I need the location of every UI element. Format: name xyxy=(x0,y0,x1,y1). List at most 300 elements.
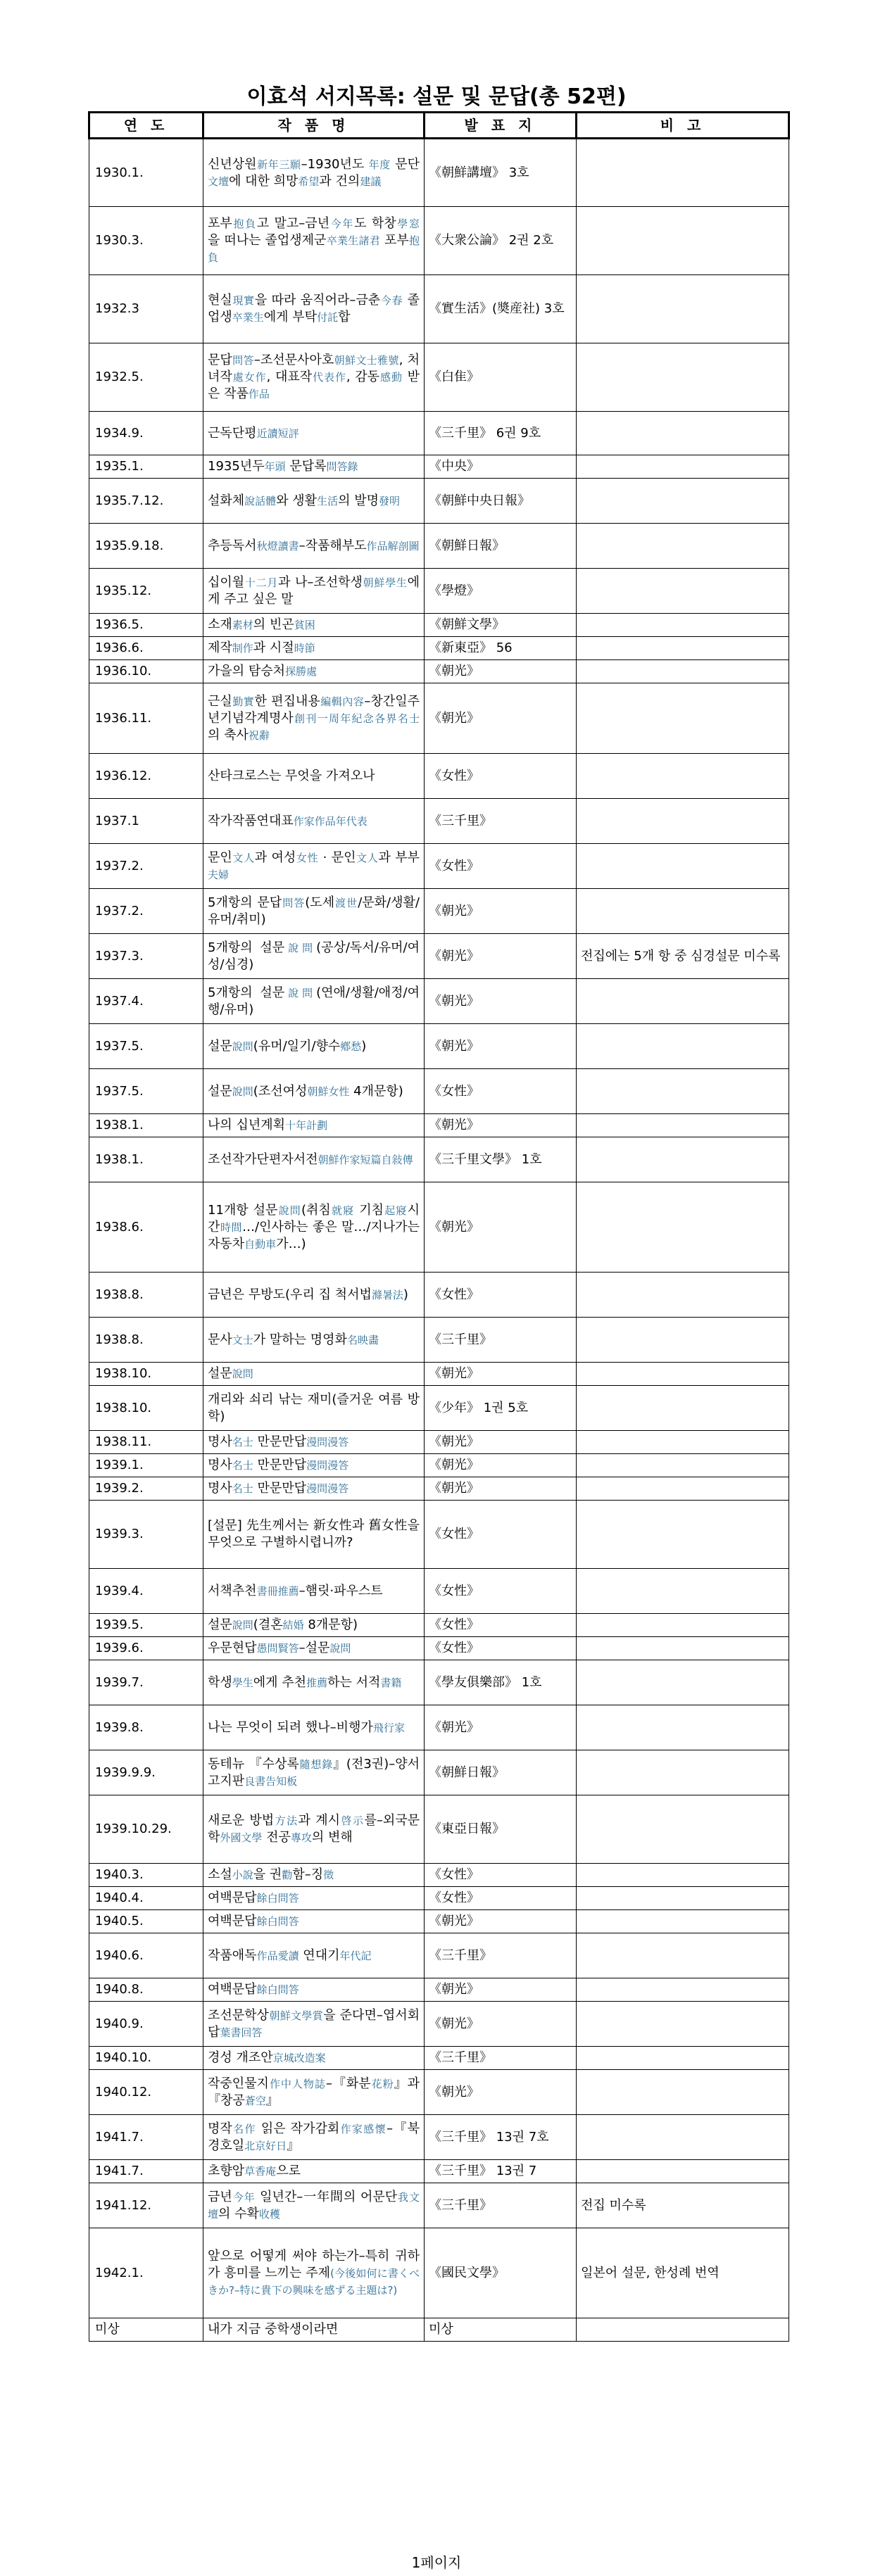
title-text: (취침 xyxy=(301,1202,331,1218)
cell-remarks xyxy=(577,524,789,569)
hanja-annotation: 自動車 xyxy=(244,1237,277,1251)
cell-publication: 《三千里》 13권 7호 xyxy=(425,2115,577,2160)
table-row xyxy=(89,2047,789,2070)
bibliography-table xyxy=(88,111,790,2342)
hanja-annotation: 專攻 xyxy=(290,1831,312,1844)
cell-remarks xyxy=(577,455,789,479)
cell-remarks xyxy=(577,754,789,799)
hanja-annotation: 朝鮮文士雅號 xyxy=(334,354,399,367)
hanja-annotation: 作家作品年代表 xyxy=(293,814,368,828)
title-text: 설문 xyxy=(208,1617,232,1632)
cell-title xyxy=(203,2070,425,2115)
cell-remarks xyxy=(577,1978,789,2002)
hanja-annotation: 今春 xyxy=(380,294,403,307)
table-row xyxy=(89,1363,789,1386)
page-number: 1페이지 xyxy=(411,2554,462,2571)
table-row xyxy=(89,412,789,455)
title-text: 5개항의 설문 xyxy=(208,940,285,955)
title-text: 』(전3권)–양서고지판 xyxy=(208,1756,420,1788)
cell-publication: 《三千里文學》 1호 xyxy=(425,1137,577,1182)
cell-remarks xyxy=(577,614,789,637)
cell-remarks xyxy=(577,1114,789,1137)
hanja-annotation: 愚問賢答 xyxy=(256,1642,299,1655)
cell-title xyxy=(203,1705,425,1750)
cell-year: 1938.11. xyxy=(89,1431,203,1454)
cell-remarks xyxy=(577,1477,789,1501)
title-text: (결혼 xyxy=(253,1617,283,1632)
hanja-annotation: 結婚 xyxy=(282,1619,304,1631)
hanja-annotation: 時間 xyxy=(220,1220,243,1234)
title-text: 소재 xyxy=(208,617,232,632)
hanja-annotation: 感動 xyxy=(379,371,403,384)
table-row xyxy=(89,1887,789,1910)
table-row xyxy=(89,889,789,934)
title-text: 설화체 xyxy=(208,493,245,508)
hanja-annotation: 卒業生諸君 xyxy=(326,234,380,247)
cell-remarks xyxy=(577,1454,789,1477)
title-text: 과 시절 xyxy=(253,640,294,655)
cell-remarks xyxy=(577,1069,789,1114)
title-text: 제작 xyxy=(208,640,232,655)
cell-publication: 《朝鮮中央日報》 xyxy=(425,479,577,524)
cell-title xyxy=(203,1182,425,1273)
title-text: 여백문답 xyxy=(208,1914,257,1928)
cell-title xyxy=(203,1273,425,1318)
hanja-annotation: 京城改造案 xyxy=(272,2052,326,2064)
cell-title xyxy=(203,1795,425,1864)
cell-remarks xyxy=(577,1501,789,1569)
cell-title xyxy=(203,207,425,275)
cell-title xyxy=(203,1454,425,1477)
cell-publication: 《國民文學》 xyxy=(425,2228,577,2318)
table-row xyxy=(89,1637,789,1660)
title-text: 졸업생 xyxy=(208,293,420,324)
cell-title xyxy=(203,139,425,207)
cell-title xyxy=(203,1114,425,1137)
cell-title xyxy=(203,1614,425,1637)
table-row xyxy=(89,614,789,637)
title-text: 을 준다면–엽서회답 xyxy=(208,2007,420,2040)
cell-remarks xyxy=(577,2047,789,2070)
cell-publication: 《東亞日報》 xyxy=(425,1795,577,1864)
title-text: 고 말고–금년 xyxy=(256,216,330,231)
cell-remarks xyxy=(577,844,789,889)
hanja-annotation: 滌暑法 xyxy=(371,1288,403,1301)
cell-remarks xyxy=(577,343,789,412)
hanja-annotation: 學窓 xyxy=(396,217,420,230)
table-row xyxy=(89,2002,789,2047)
hanja-annotation: 推薦 xyxy=(306,1676,328,1689)
table-row xyxy=(89,1705,789,1750)
cell-remarks xyxy=(577,1614,789,1637)
title-text: 에게 부탁 xyxy=(263,310,318,324)
cell-year: 1939.8. xyxy=(89,1705,203,1750)
cell-title xyxy=(203,1910,425,1933)
cell-year: 1940.6. xyxy=(89,1933,203,1978)
cell-publication: 《女性》 xyxy=(425,1864,577,1887)
title-text: (유머/일기/향수 xyxy=(253,1038,341,1054)
hanja-annotation: 文壇 xyxy=(208,175,230,188)
hanja-annotation: 年頭 xyxy=(264,460,286,473)
title-text: …/인사하는 좋은 말…/지나가는 자동차 xyxy=(208,1219,420,1251)
title-text: 조선작가단편자서전 xyxy=(208,1151,318,1167)
hanja-annotation: 說問 xyxy=(277,1204,301,1217)
cell-title xyxy=(203,1978,425,2002)
title-text: 만문만답 xyxy=(253,1434,307,1449)
hanja-annotation: 啓示 xyxy=(339,1814,365,1827)
hanja-annotation: 代表作 xyxy=(312,371,346,384)
cell-year: 1938.10. xyxy=(89,1363,203,1386)
hanja-annotation: 朝鮮學生 xyxy=(362,576,408,589)
hanja-annotation: 探勝處 xyxy=(285,665,318,678)
cell-publication: 《朝光》 xyxy=(425,1431,577,1454)
title-text: 서책추천 xyxy=(208,1583,257,1598)
cell-year: 1936.6. xyxy=(89,637,203,660)
hanja-annotation: 夫婦 xyxy=(208,868,230,881)
cell-remarks xyxy=(577,2115,789,2160)
title-text: 근실 xyxy=(208,693,232,709)
title-text: 우문현답 xyxy=(208,1641,257,1655)
hanja-annotation: 說問 xyxy=(232,1368,253,1380)
cell-publication: 《朝光》 xyxy=(425,1114,577,1137)
cell-publication: 《三千里》 xyxy=(425,2183,577,2228)
cell-publication: 《朝鮮文學》 xyxy=(425,614,577,637)
title-text: 나는 무엇이 되려 했나–비행가 xyxy=(208,1719,373,1735)
hanja-annotation: 年度 xyxy=(368,158,391,171)
table-row xyxy=(89,2183,789,2228)
title-text: 만문만답 xyxy=(253,1458,307,1472)
title-text: 을 따라 움직어라–금춘 xyxy=(254,293,381,308)
hanja-annotation: 作中人物誌 xyxy=(268,2077,326,2090)
hanja-annotation: 發明 xyxy=(378,494,400,507)
cell-remarks xyxy=(577,2318,789,2342)
cell-title xyxy=(203,1431,425,1454)
hanja-annotation: 建議 xyxy=(360,175,382,188)
cell-remarks xyxy=(577,479,789,524)
table-body xyxy=(89,139,789,2342)
hanja-annotation: 說問 xyxy=(232,1040,253,1053)
title-text: 를–외국문학 xyxy=(208,1813,420,1845)
hanja-annotation: 花粉 xyxy=(370,2077,394,2090)
hanja-annotation: 渡世 xyxy=(334,896,358,909)
cell-year: 1937.1 xyxy=(89,799,203,844)
title-text: 앞으로 어떻게 써야 하는가–특히 귀하가 흥미를 느끼는 주제 xyxy=(208,2248,420,2280)
cell-publication: 《新東亞》 56 xyxy=(425,637,577,660)
title-text: –『화분 xyxy=(325,2076,371,2091)
title-text: , 감동 xyxy=(346,370,380,384)
cell-year: 1937.3. xyxy=(89,934,203,979)
cell-year: 1939.5. xyxy=(89,1614,203,1637)
cell-year: 미상 xyxy=(89,2318,203,2342)
title-text: 을 권 xyxy=(253,1867,282,1882)
cell-year: 1937.2. xyxy=(89,889,203,934)
cell-publication: 《朝光》 xyxy=(425,1182,577,1273)
cell-publication: 《朝光》 xyxy=(425,683,577,754)
cell-publication: 《學燈》 xyxy=(425,569,577,614)
title-text: 명사 xyxy=(208,1434,232,1449)
hanja-annotation: 餘白問答 xyxy=(256,1915,299,1928)
cell-remarks xyxy=(577,1750,789,1795)
cell-year: 1937.5. xyxy=(89,1024,203,1069)
cell-year: 1936.10. xyxy=(89,660,203,683)
cell-remarks xyxy=(577,1024,789,1069)
title-text: 포부 xyxy=(208,216,232,231)
title-text: 과 건의 xyxy=(319,173,360,189)
cell-year: 1937.5. xyxy=(89,1069,203,1114)
title-text: 하는 서적 xyxy=(327,1674,381,1690)
cell-remarks xyxy=(577,1910,789,1933)
title-text: 초향암 xyxy=(208,2164,245,2178)
cell-title xyxy=(203,1024,425,1069)
table-header-row xyxy=(89,113,789,139)
title-text: 경성 개조안 xyxy=(208,2050,273,2065)
cell-title xyxy=(203,1864,425,1887)
cell-publication: 《朝鮮講壇》 3호 xyxy=(425,139,577,207)
cell-publication: 《大衆公論》 2권 2호 xyxy=(425,207,577,275)
title-text: 추등독서 xyxy=(208,538,257,553)
cell-year: 1937.2. xyxy=(89,844,203,889)
cell-remarks xyxy=(577,139,789,207)
table-row xyxy=(89,2318,789,2342)
cell-title xyxy=(203,1137,425,1182)
cell-publication: 《朝光》 xyxy=(425,1363,577,1386)
title-text: 기침 xyxy=(354,1202,384,1218)
table-row xyxy=(89,1024,789,1069)
cell-remarks xyxy=(577,637,789,660)
hanja-annotation: 希望 xyxy=(298,175,320,188)
title-text: 작품애독 xyxy=(208,1947,257,1963)
cell-remarks xyxy=(577,1182,789,1273)
hanja-annotation: 說話體 xyxy=(244,494,277,507)
title-text: 신년상원 xyxy=(208,156,257,172)
cell-publication: 《三千里》 xyxy=(425,1933,577,1978)
cell-year: 1932.5. xyxy=(89,343,203,412)
hanja-annotation: 就寢 xyxy=(330,1204,355,1217)
title-text: 십이월 xyxy=(208,574,245,590)
cell-remarks xyxy=(577,1318,789,1363)
cell-remarks xyxy=(577,1887,789,1910)
cell-publication: 《女性》 xyxy=(425,1273,577,1318)
hanja-annotation: 名士 xyxy=(232,1436,253,1448)
cell-year: 1940.3. xyxy=(89,1864,203,1887)
table-row xyxy=(89,1569,789,1614)
title-text: 개리와 쇠리 낚는 재미(즐거운 여름 방학) xyxy=(208,1391,420,1424)
cell-year: 1938.1. xyxy=(89,1114,203,1137)
cell-year: 1938.8. xyxy=(89,1273,203,1318)
title-text: 만문만답 xyxy=(253,1481,307,1496)
cell-remarks xyxy=(577,569,789,614)
hanja-annotation: 秋燈讀書 xyxy=(256,539,299,553)
cell-year: 1930.3. xyxy=(89,207,203,275)
cell-year: 1940.9. xyxy=(89,2002,203,2047)
cell-remarks xyxy=(577,889,789,934)
cell-year: 1939.7. xyxy=(89,1660,203,1705)
hanja-annotation: 貧困 xyxy=(294,619,315,631)
hanja-annotation: 作品愛讀 xyxy=(256,1949,299,1962)
table-row xyxy=(89,2228,789,2318)
cell-remarks xyxy=(577,412,789,455)
title-text: 여백문답 xyxy=(208,1890,257,1905)
title-text: 도 학창 xyxy=(354,216,396,231)
table-row xyxy=(89,1431,789,1454)
table-row xyxy=(89,1978,789,2002)
title-text: (조선여성 xyxy=(253,1083,308,1099)
table-row xyxy=(89,1069,789,1114)
title-text: 과 나–조선학생 xyxy=(278,574,363,590)
cell-title xyxy=(203,1477,425,1501)
cell-title xyxy=(203,1363,425,1386)
title-text: 에게 추천 xyxy=(253,1674,307,1690)
hanja-annotation: 付託 xyxy=(317,311,339,324)
cell-title xyxy=(203,2160,425,2183)
cell-title xyxy=(203,1069,425,1114)
table-row xyxy=(89,569,789,614)
table-row xyxy=(89,1318,789,1363)
table-row xyxy=(89,1386,789,1431)
cell-title xyxy=(203,934,425,979)
hanja-annotation: 名映畵 xyxy=(346,1333,379,1346)
cell-remarks: 일본어 설문, 한성례 번역 xyxy=(577,2228,789,2318)
hanja-annotation: 名作 xyxy=(232,2122,256,2135)
title-text: 설문 xyxy=(208,1366,232,1381)
cell-remarks: 전집에는 5개 항 중 심경설문 미수록 xyxy=(577,934,789,979)
title-text: 』 xyxy=(265,2092,279,2108)
title-text: (도세 xyxy=(305,895,335,910)
hanja-annotation: 十二月 xyxy=(244,576,279,589)
title-text: 새로운 방법 xyxy=(208,1813,275,1828)
hanja-annotation: 北京好日 xyxy=(244,2139,287,2152)
cell-remarks xyxy=(577,979,789,1024)
title-text: –작품해부도 xyxy=(299,538,367,553)
hanja-annotation: 作家感懷 xyxy=(339,2122,387,2135)
cell-publication: 《女性》 xyxy=(425,1069,577,1114)
cell-remarks xyxy=(577,1137,789,1182)
cell-remarks xyxy=(577,683,789,754)
hanja-annotation: 我文壇 xyxy=(208,2190,420,2221)
cell-publication: 《朝光》 xyxy=(425,934,577,979)
hanja-annotation: 祝辭 xyxy=(248,728,270,742)
cell-year: 1939.2. xyxy=(89,1477,203,1501)
title-text: 명사 xyxy=(208,1458,232,1472)
cell-publication: 《朝光》 xyxy=(425,1705,577,1750)
title-text: 산타크로스는 무엇을 가져오나 xyxy=(208,768,375,783)
cell-title xyxy=(203,889,425,934)
cell-remarks xyxy=(577,275,789,343)
title-text: 문단 xyxy=(390,156,420,172)
cell-year: 1938.10. xyxy=(89,1386,203,1431)
cell-publication: 《朝光》 xyxy=(425,1024,577,1069)
title-text: 』 xyxy=(287,2138,300,2153)
cell-title xyxy=(203,614,425,637)
cell-title xyxy=(203,2047,425,2070)
cell-publication: 《朝光》 xyxy=(425,1477,577,1501)
hanja-annotation: 創刊一周年紀念各界名士 xyxy=(293,712,420,725)
cell-publication: 《三千里》 xyxy=(425,1318,577,1363)
hanja-annotation: 方法 xyxy=(274,1814,299,1827)
cell-remarks: 전집 미수록 xyxy=(577,2183,789,2228)
hanja-annotation: 草香庵 xyxy=(244,2165,277,2178)
table-row xyxy=(89,1864,789,1887)
title-text: 과 부부 xyxy=(378,850,420,865)
cell-year: 1940.10. xyxy=(89,2047,203,2070)
table-row xyxy=(89,2115,789,2160)
cell-year: 1935.9.18. xyxy=(89,524,203,569)
table-row xyxy=(89,1750,789,1795)
cell-year: 1941.12. xyxy=(89,2183,203,2228)
hanja-annotation: 漫問漫答 xyxy=(306,1482,349,1495)
cell-year: 1941.7. xyxy=(89,2115,203,2160)
cell-year: 1939.9.9. xyxy=(89,1750,203,1795)
cell-remarks xyxy=(577,1386,789,1431)
title-text: 명사 xyxy=(208,1481,232,1496)
title-text: 작가작품연대표 xyxy=(208,813,294,828)
hanja-annotation: 書籍 xyxy=(380,1676,402,1689)
table-row xyxy=(89,275,789,343)
table-row xyxy=(89,1454,789,1477)
hanja-annotation: 制作 xyxy=(232,642,253,655)
cell-year: 1940.12. xyxy=(89,2070,203,2115)
title-text: 의 축사 xyxy=(208,727,249,743)
cell-remarks xyxy=(577,2160,789,2183)
cell-publication: 《實生活》(奬産社) 3호 xyxy=(425,275,577,343)
table-row xyxy=(89,799,789,844)
table-row xyxy=(89,637,789,660)
hanja-annotation: 現實 xyxy=(232,294,255,307)
title-text: 가을의 탐승처 xyxy=(208,664,286,678)
table-row xyxy=(89,207,789,275)
title-text: 문답록 xyxy=(285,459,327,474)
cell-title xyxy=(203,1750,425,1795)
cell-publication: 《學友俱樂部》 1호 xyxy=(425,1660,577,1705)
title-text: 근독단평 xyxy=(208,425,257,441)
header-title: 작 품 명 xyxy=(203,113,425,139)
title-text: 과 계시 xyxy=(298,1813,340,1828)
cell-year: 1932.3 xyxy=(89,275,203,343)
cell-title xyxy=(203,2115,425,2160)
cell-title xyxy=(203,1501,425,1569)
title-text: ) xyxy=(361,1038,367,1054)
cell-year: 1935.12. xyxy=(89,569,203,614)
cell-title xyxy=(203,343,425,412)
title-text: 5개항의 문답 xyxy=(208,895,282,910)
table-row xyxy=(89,934,789,979)
cell-publication: 《朝光》 xyxy=(425,660,577,683)
cell-title xyxy=(203,2183,425,2228)
hanja-annotation: 名士 xyxy=(232,1459,253,1472)
cell-remarks xyxy=(577,1705,789,1750)
table-row xyxy=(89,1660,789,1705)
cell-title xyxy=(203,844,425,889)
title-text: –『북경호일 xyxy=(208,2121,420,2153)
cell-publication: 《女性》 xyxy=(425,754,577,799)
table-row xyxy=(89,524,789,569)
hanja-annotation: 作品解剖圖 xyxy=(366,539,420,553)
cell-publication: 《朝光》 xyxy=(425,889,577,934)
cell-remarks xyxy=(577,1637,789,1660)
cell-remarks xyxy=(577,2070,789,2115)
title-text: 5개항의 설문 xyxy=(208,985,285,1000)
title-text: 합 xyxy=(338,310,351,324)
header-year: 연 도 xyxy=(89,113,203,139)
title-text: 』과 『창공 xyxy=(208,2076,420,2108)
title-text: 설문 xyxy=(208,1038,232,1054)
title-text: 받은 작품 xyxy=(208,370,420,401)
title-text: , 처녀작 xyxy=(208,353,420,384)
cell-publication: 《女性》 xyxy=(425,1614,577,1637)
cell-publication: 《三千里》 xyxy=(425,799,577,844)
cell-year: 1938.1. xyxy=(89,1137,203,1182)
cell-year: 1942.1. xyxy=(89,2228,203,2318)
